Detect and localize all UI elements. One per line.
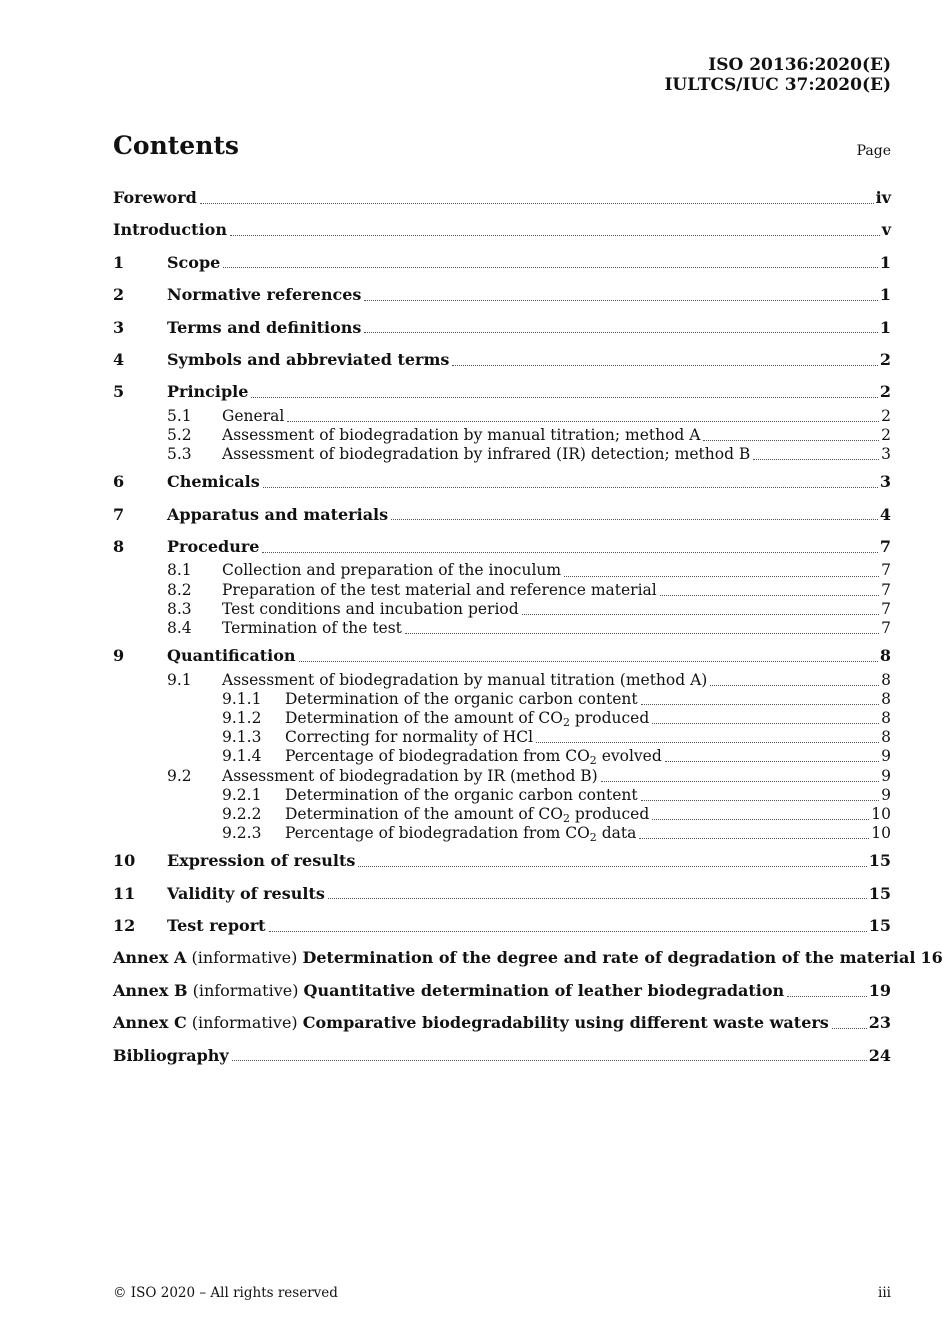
toc-entry-title [222, 426, 700, 445]
toc-entry-number: 7 [113, 504, 125, 524]
toc-entry-text: Normative references [167, 285, 362, 305]
toc-entry-title [167, 468, 260, 496]
toc-entry-page: 7 [881, 561, 891, 580]
toc-entry-page: 1 [879, 285, 891, 305]
dot-leader [641, 704, 880, 705]
subscript: 2 [562, 715, 570, 729]
page-column-label: Page [856, 143, 891, 159]
dot-leader [452, 365, 877, 366]
toc-entry-page: v [881, 220, 891, 240]
toc-entry-text: Foreword [113, 188, 197, 207]
dot-leader [200, 203, 874, 204]
toc-entry[interactable] [113, 1009, 891, 1037]
toc-entry[interactable] [113, 786, 891, 805]
toc-entry-title [222, 600, 519, 619]
dot-leader [251, 397, 877, 398]
toc-entry-title [113, 184, 197, 212]
subscript: 2 [562, 811, 570, 825]
dot-leader [223, 267, 878, 268]
toc-entry[interactable] [113, 824, 891, 843]
toc-entry-text: Expression of results [167, 851, 356, 871]
toc-entry-text: Scope [167, 252, 221, 272]
page-title: Contents [113, 131, 240, 160]
toc-entry-text: Validity of results [167, 883, 325, 903]
toc-entry-text-suffix: produced [569, 708, 650, 727]
toc-entry-text: Symbols and abbreviated terms [167, 349, 450, 369]
toc-entry-title [113, 944, 915, 972]
toc-entry-number: 9.1.3 [222, 728, 262, 747]
toc-entry-title [222, 445, 750, 464]
toc-entry[interactable] [113, 690, 891, 709]
toc-entry-page: 9 [881, 766, 891, 785]
dot-leader [753, 459, 879, 460]
toc-entry-text: Correcting for normality of HCl [285, 728, 534, 747]
toc-entry-page: 2 [881, 425, 891, 444]
toc-entry[interactable] [113, 747, 891, 766]
toc-entry-page: 2 [881, 406, 891, 425]
dot-leader [232, 1060, 867, 1061]
dot-leader [641, 800, 880, 801]
toc-entry-title [285, 747, 662, 766]
toc-entry-number: 9.1.2 [222, 708, 262, 727]
toc-entry[interactable] [113, 346, 891, 374]
toc-entry-number: 5.2 [167, 425, 192, 444]
dot-leader [522, 614, 879, 615]
toc-entry-page: 2 [879, 382, 891, 402]
toc-entry-title [167, 501, 388, 529]
toc-entry-number: 3 [113, 317, 125, 337]
toc-entry[interactable] [113, 709, 891, 728]
toc-entry-page: 4 [879, 504, 891, 524]
toc-entry[interactable] [113, 216, 891, 244]
annex-type: (informative) [186, 948, 303, 968]
toc-entry[interactable] [113, 728, 891, 747]
toc-entry-page: 10 [871, 804, 891, 823]
toc-entry-title [285, 805, 649, 824]
dot-leader [601, 781, 879, 782]
toc-entry-title [167, 346, 449, 374]
toc-entry-page: 8 [881, 728, 891, 747]
dot-leader [263, 487, 878, 488]
toc-entry-text: Percentage of biodegradation from CO [285, 747, 590, 766]
toc-entry-text: Terms and definitions [167, 317, 362, 337]
toc-entry-text: General [222, 406, 285, 425]
toc-entry-page: 2 [879, 349, 891, 369]
dot-leader [564, 576, 879, 577]
toc-entry-number: 1 [113, 252, 125, 272]
toc-entry-number: 9.1 [167, 670, 192, 689]
dot-leader [364, 332, 877, 333]
toc-entry-page: 7 [881, 599, 891, 618]
toc-entry-title [222, 619, 402, 638]
toc-entry-page: 8 [881, 708, 891, 727]
dot-leader [299, 661, 878, 662]
standard-number: ISO 20136:2020(E) [708, 55, 891, 75]
toc-entry-text: Assessment of biodegradation by manual titration (method A) [222, 670, 708, 689]
toc-entry-title [222, 671, 707, 690]
toc-entry[interactable] [113, 249, 891, 277]
toc-entry[interactable] [113, 619, 891, 638]
dot-leader [832, 1028, 867, 1029]
toc-entry[interactable] [113, 977, 891, 1005]
toc-entry[interactable] [113, 561, 891, 580]
toc-entry-number: 4 [113, 349, 125, 369]
toc-entry-text: Collection and preparation of the inoculum [222, 561, 562, 580]
toc-entry-text: Assessment of biodegradation by infrared (IR) detection; method B [222, 445, 751, 464]
toc-entry-number: 8.2 [167, 580, 192, 599]
toc-entry-title [113, 216, 227, 244]
document-header [664, 55, 891, 95]
toc-entry-title [222, 767, 598, 786]
toc-entry-page: 15 [868, 851, 891, 871]
toc-entry-number: 6 [113, 472, 125, 492]
dot-leader [710, 685, 879, 686]
toc-entry-page: 10 [871, 824, 891, 843]
toc-entry[interactable] [113, 407, 891, 426]
toc-entry[interactable] [113, 314, 891, 342]
toc-entry[interactable] [113, 533, 891, 561]
toc-entry[interactable] [113, 847, 891, 875]
toc-entry-page: 8 [881, 689, 891, 708]
toc-entry-page: 16 [920, 948, 943, 968]
toc-entry-title [113, 977, 784, 1005]
toc-entry-title [285, 824, 636, 843]
toc-entry-title [222, 407, 284, 426]
toc-entry-page: 3 [879, 472, 891, 492]
toc-entry-title [167, 642, 296, 670]
toc-entry-page: 7 [881, 619, 891, 638]
toc-entry-text: Quantitative determination of leather biodegradation [303, 980, 785, 1000]
toc-entry-text: Procedure [167, 537, 260, 557]
toc-entry-title [167, 314, 361, 342]
toc-entry-text: Assessment of biodegradation by IR (method B) [222, 766, 598, 785]
toc-entry[interactable] [113, 501, 891, 529]
toc-entry[interactable] [113, 426, 891, 445]
dot-leader [358, 866, 866, 867]
annex-label: Annex C [113, 1013, 187, 1033]
toc-entry-page: 24 [868, 1045, 891, 1065]
toc-entry-number: 12 [113, 916, 136, 936]
toc-entry-number: 8.1 [167, 561, 192, 580]
toc-entry-number: 5.3 [167, 445, 192, 464]
dot-leader [364, 300, 877, 301]
dot-leader [665, 761, 879, 762]
toc-entry-text: Termination of the test [222, 619, 402, 638]
toc-entry-number: 10 [113, 851, 136, 871]
toc-entry-number: 9.2.1 [222, 785, 262, 804]
toc-entry-title [167, 378, 248, 406]
toc-entry-text: Test report [167, 916, 266, 936]
annex-label: Annex B [113, 980, 188, 1000]
toc-entry-page: 15 [868, 916, 891, 936]
toc-entry-number: 9 [113, 646, 125, 666]
dot-leader [703, 440, 879, 441]
toc-entry-title [285, 709, 649, 728]
table-of-contents [113, 184, 943, 1070]
toc-entry-page: 1 [879, 252, 891, 272]
toc-entry-number: 8.4 [167, 619, 192, 638]
dot-leader [652, 723, 879, 724]
toc-entry-page: 1 [879, 317, 891, 337]
dot-leader [405, 633, 879, 634]
toc-entry[interactable] [113, 445, 891, 464]
toc-entry-title [167, 281, 361, 309]
toc-entry[interactable] [113, 281, 891, 309]
dot-leader [328, 898, 867, 899]
toc-entry-number: 5 [113, 382, 125, 402]
page-footer [113, 1285, 891, 1301]
toc-entry-number: 9.2 [167, 766, 192, 785]
toc-entry-page: 23 [868, 1013, 891, 1033]
toc-entry-number: 8.3 [167, 599, 192, 618]
dot-leader [262, 552, 877, 553]
toc-entry[interactable] [113, 805, 891, 824]
toc-entry-number: 5.1 [167, 406, 192, 425]
dot-leader [269, 931, 867, 932]
toc-entry-number: 9.2.3 [222, 824, 262, 843]
toc-entry[interactable] [113, 912, 891, 940]
toc-entry-text: Determination of the amount of CO [285, 804, 563, 823]
toc-entry-title [222, 561, 561, 580]
toc-entry-title [222, 581, 657, 600]
toc-entry-text: Comparative biodegradability using different waste waters [302, 1013, 829, 1033]
toc-entry-text-suffix: evolved [596, 747, 662, 766]
toc-entry-text: Determination of the organic carbon content [285, 785, 638, 804]
subscript: 2 [589, 754, 597, 768]
toc-entry[interactable] [113, 642, 891, 670]
toc-entry-text: Bibliography [113, 1045, 229, 1065]
toc-entry-text: Determination of the amount of CO [285, 708, 563, 727]
toc-entry-text: Determination of the organic carbon content [285, 689, 638, 708]
toc-entry[interactable] [113, 880, 891, 908]
annex-label: Annex A [113, 948, 187, 968]
toc-entry[interactable] [113, 468, 891, 496]
toc-entry[interactable] [113, 944, 943, 972]
toc-entry-page: 8 [881, 670, 891, 689]
toc-entry[interactable] [113, 671, 891, 690]
toc-entry-number: 9.1.1 [222, 689, 262, 708]
toc-entry-page: 9 [881, 785, 891, 804]
toc-entry-text-suffix: produced [569, 804, 650, 823]
toc-entry-text: Principle [167, 382, 249, 402]
toc-entry[interactable] [113, 378, 891, 406]
toc-entry-text-suffix: data [596, 824, 637, 843]
toc-entry-text: Introduction [113, 220, 227, 240]
toc-entry-page: 15 [868, 883, 891, 903]
toc-entry-text: Percentage of biodegradation from CO [285, 824, 590, 843]
toc-entry-page: 8 [879, 646, 891, 666]
toc-entry-title [167, 847, 355, 875]
toc-entry[interactable] [113, 184, 891, 212]
toc-entry-text: Determination of the degree and rate of degradation of the material [302, 948, 916, 968]
toc-entry-title [167, 912, 266, 940]
toc-entry-page: 7 [881, 580, 891, 599]
toc-entry-page: 3 [881, 445, 891, 464]
page-number: iii [878, 1285, 891, 1301]
subscript: 2 [589, 831, 597, 845]
dot-leader [787, 996, 867, 997]
toc-entry-text: Apparatus and materials [167, 504, 389, 524]
toc-entry-text: Quantification [167, 646, 296, 666]
toc-entry-title [167, 249, 220, 277]
dot-leader [536, 742, 879, 743]
iultcs-number: IULTCS/IUC 37:2020(E) [664, 75, 891, 95]
toc-entry-text: Chemicals [167, 472, 260, 492]
toc-entry[interactable] [113, 1042, 891, 1070]
dot-leader [230, 235, 880, 236]
dot-leader [652, 819, 869, 820]
annex-type: (informative) [186, 1013, 303, 1033]
toc-entry-title [167, 880, 325, 908]
toc-entry-number: 8 [113, 537, 125, 557]
toc-entry-number: 9.1.4 [222, 747, 262, 766]
toc-entry-page: 7 [879, 537, 891, 557]
dot-leader [391, 519, 878, 520]
copyright-notice: © ISO 2020 – All rights reserved [113, 1285, 338, 1301]
dot-leader [639, 838, 869, 839]
toc-entry-page: 9 [881, 747, 891, 766]
toc-entry-number: 2 [113, 285, 125, 305]
toc-entry[interactable] [113, 600, 891, 619]
toc-entry-page: iv [875, 188, 891, 207]
toc-entry-title [285, 690, 638, 709]
dot-leader [660, 595, 879, 596]
toc-entry-number: 9.2.2 [222, 804, 262, 823]
dot-leader [287, 421, 879, 422]
toc-entry-title [167, 533, 259, 561]
toc-entry[interactable] [113, 767, 891, 786]
toc-entry-text: Preparation of the test material and reference material [222, 580, 657, 599]
toc-entry-title [285, 786, 638, 805]
toc-entry-text: Assessment of biodegradation by manual titration; method A [222, 425, 701, 444]
toc-entry-number: 11 [113, 883, 136, 903]
toc-entry-page: 19 [868, 980, 891, 1000]
toc-entry-title [285, 728, 533, 747]
toc-entry[interactable] [113, 581, 891, 600]
toc-entry-title [113, 1009, 829, 1037]
toc-entry-text: Test conditions and incubation period [222, 599, 519, 618]
annex-type: (informative) [187, 980, 304, 1000]
toc-entry-title [113, 1042, 229, 1070]
